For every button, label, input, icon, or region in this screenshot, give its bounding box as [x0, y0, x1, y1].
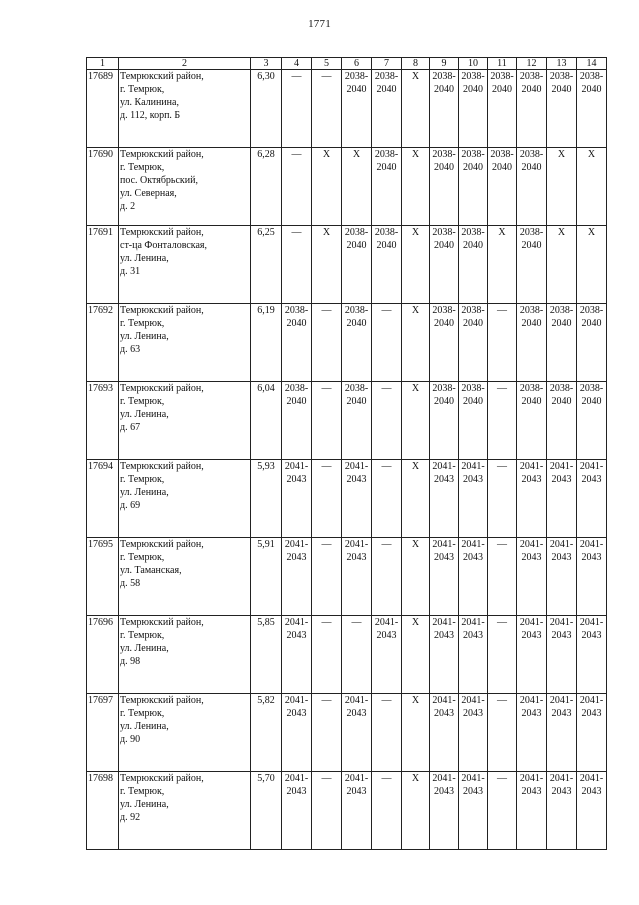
column-9-cell: 2038- 2040: [430, 382, 459, 460]
column-9-cell: 2038- 2040: [430, 226, 459, 304]
address-cell: Темрюкский район, г. Темрюк, пос. Октябрьский, ул. Северная, д. 2: [119, 148, 251, 226]
table-row: [87, 694, 607, 772]
column-7-cell: 2038- 2040: [372, 226, 402, 304]
column-5-cell: Х: [312, 226, 342, 304]
column-header: 6: [342, 58, 372, 70]
column-13-cell: 2038- 2040: [547, 304, 577, 382]
row-number-cell: 17689: [87, 70, 119, 148]
column-8-cell: Х: [402, 70, 430, 148]
table-row: [87, 70, 607, 148]
address-cell: Темрюкский район, ст-ца Фонталовская, ул. Ленина, д. 31: [119, 226, 251, 304]
column-10-cell: 2038- 2040: [459, 304, 488, 382]
address-cell: Темрюкский район, г. Темрюк, ул. Ленина, д. 98: [119, 616, 251, 694]
column-4-cell: 2038- 2040: [282, 382, 312, 460]
column-7-cell: —: [372, 694, 402, 772]
column-8-cell: Х: [402, 148, 430, 226]
column-10-cell: 2041- 2043: [459, 460, 488, 538]
column-14-cell: 2041- 2043: [577, 772, 607, 850]
column-10-cell: 2038- 2040: [459, 70, 488, 148]
column-header: 12: [517, 58, 547, 70]
table-body: [87, 70, 607, 850]
column-11-cell: 2038- 2040: [488, 148, 517, 226]
column-4-cell: 2041- 2043: [282, 616, 312, 694]
column-11-cell: Х: [488, 226, 517, 304]
column-7-cell: —: [372, 382, 402, 460]
column-5-cell: —: [312, 460, 342, 538]
column-7-cell: —: [372, 538, 402, 616]
column-5-cell: —: [312, 304, 342, 382]
column-4-cell: —: [282, 148, 312, 226]
row-number-cell: 17698: [87, 772, 119, 850]
column-9-cell: 2038- 2040: [430, 148, 459, 226]
table-row: [87, 616, 607, 694]
column-11-cell: —: [488, 538, 517, 616]
column-13-cell: 2041- 2043: [547, 538, 577, 616]
column-6-cell: 2038- 2040: [342, 304, 372, 382]
column-11-cell: —: [488, 382, 517, 460]
registry-table: [86, 57, 607, 850]
column-14-cell: 2041- 2043: [577, 538, 607, 616]
column-11-cell: —: [488, 694, 517, 772]
column-header: 7: [372, 58, 402, 70]
column-6-cell: 2038- 2040: [342, 382, 372, 460]
column-10-cell: 2041- 2043: [459, 772, 488, 850]
column-7-cell: 2038- 2040: [372, 70, 402, 148]
column-4-cell: 2041- 2043: [282, 694, 312, 772]
column-13-cell: 2041- 2043: [547, 616, 577, 694]
column-14-cell: Х: [577, 226, 607, 304]
column-9-cell: 2038- 2040: [430, 70, 459, 148]
table-row: [87, 460, 607, 538]
row-number-cell: 17696: [87, 616, 119, 694]
column-11-cell: —: [488, 772, 517, 850]
column-12-cell: 2038- 2040: [517, 304, 547, 382]
column-11-cell: 2038- 2040: [488, 70, 517, 148]
table-header: [87, 58, 607, 70]
area-cell: 5,93: [251, 460, 282, 538]
column-9-cell: 2041- 2043: [430, 694, 459, 772]
column-6-cell: Х: [342, 148, 372, 226]
table-row: [87, 772, 607, 850]
area-cell: 6,28: [251, 148, 282, 226]
table-row: [87, 538, 607, 616]
column-12-cell: 2038- 2040: [517, 148, 547, 226]
column-5-cell: Х: [312, 148, 342, 226]
column-5-cell: —: [312, 772, 342, 850]
header-row: [87, 58, 607, 70]
column-8-cell: Х: [402, 382, 430, 460]
column-14-cell: 2038- 2040: [577, 382, 607, 460]
column-12-cell: 2038- 2040: [517, 226, 547, 304]
row-number-cell: 17695: [87, 538, 119, 616]
column-14-cell: 2038- 2040: [577, 304, 607, 382]
address-cell: Темрюкский район, г. Темрюк, ул. Ленина, д. 67: [119, 382, 251, 460]
area-cell: 6,19: [251, 304, 282, 382]
column-12-cell: 2041- 2043: [517, 694, 547, 772]
row-number-cell: 17693: [87, 382, 119, 460]
column-4-cell: 2041- 2043: [282, 772, 312, 850]
column-header: 2: [119, 58, 251, 70]
column-header: 8: [402, 58, 430, 70]
column-6-cell: 2041- 2043: [342, 538, 372, 616]
address-cell: Темрюкский район, г. Темрюк, ул. Таманская, д. 58: [119, 538, 251, 616]
page-number: 1771: [308, 18, 331, 30]
column-8-cell: Х: [402, 772, 430, 850]
column-8-cell: Х: [402, 304, 430, 382]
column-13-cell: 2041- 2043: [547, 694, 577, 772]
table-row: [87, 382, 607, 460]
column-14-cell: 2041- 2043: [577, 616, 607, 694]
column-13-cell: 2038- 2040: [547, 382, 577, 460]
row-number-cell: 17691: [87, 226, 119, 304]
column-header: 13: [547, 58, 577, 70]
column-7-cell: —: [372, 772, 402, 850]
column-6-cell: 2041- 2043: [342, 772, 372, 850]
column-8-cell: Х: [402, 538, 430, 616]
column-6-cell: —: [342, 616, 372, 694]
column-11-cell: —: [488, 616, 517, 694]
column-14-cell: 2041- 2043: [577, 694, 607, 772]
column-11-cell: —: [488, 304, 517, 382]
column-4-cell: 2041- 2043: [282, 538, 312, 616]
column-header: 10: [459, 58, 488, 70]
area-cell: 6,30: [251, 70, 282, 148]
row-number-cell: 17697: [87, 694, 119, 772]
column-7-cell: 2041- 2043: [372, 616, 402, 694]
row-number-cell: 17692: [87, 304, 119, 382]
column-7-cell: —: [372, 304, 402, 382]
column-13-cell: 2041- 2043: [547, 460, 577, 538]
column-12-cell: 2041- 2043: [517, 616, 547, 694]
column-6-cell: 2041- 2043: [342, 694, 372, 772]
column-5-cell: —: [312, 70, 342, 148]
area-cell: 6,04: [251, 382, 282, 460]
area-cell: 5,82: [251, 694, 282, 772]
column-12-cell: 2041- 2043: [517, 538, 547, 616]
column-10-cell: 2041- 2043: [459, 616, 488, 694]
column-14-cell: 2038- 2040: [577, 70, 607, 148]
area-cell: 5,70: [251, 772, 282, 850]
column-9-cell: 2038- 2040: [430, 304, 459, 382]
column-5-cell: —: [312, 382, 342, 460]
column-5-cell: —: [312, 538, 342, 616]
area-cell: 5,85: [251, 616, 282, 694]
table-row: [87, 226, 607, 304]
column-8-cell: Х: [402, 226, 430, 304]
column-11-cell: —: [488, 460, 517, 538]
address-cell: Темрюкский район, г. Темрюк, ул. Ленина, д. 69: [119, 460, 251, 538]
address-cell: Темрюкский район, г. Темрюк, ул. Ленина, д. 92: [119, 772, 251, 850]
column-8-cell: Х: [402, 460, 430, 538]
column-header: 9: [430, 58, 459, 70]
column-10-cell: 2041- 2043: [459, 694, 488, 772]
column-header: 1: [87, 58, 119, 70]
column-4-cell: —: [282, 70, 312, 148]
column-7-cell: —: [372, 460, 402, 538]
column-13-cell: Х: [547, 148, 577, 226]
address-cell: Темрюкский район, г. Темрюк, ул. Ленина, д. 90: [119, 694, 251, 772]
column-10-cell: 2038- 2040: [459, 148, 488, 226]
column-6-cell: 2038- 2040: [342, 70, 372, 148]
column-8-cell: Х: [402, 616, 430, 694]
column-12-cell: 2041- 2043: [517, 460, 547, 538]
area-cell: 5,91: [251, 538, 282, 616]
column-7-cell: 2038- 2040: [372, 148, 402, 226]
address-cell: Темрюкский район, г. Темрюк, ул. Ленина, д. 63: [119, 304, 251, 382]
column-9-cell: 2041- 2043: [430, 772, 459, 850]
table-row: [87, 304, 607, 382]
column-9-cell: 2041- 2043: [430, 538, 459, 616]
column-13-cell: Х: [547, 226, 577, 304]
column-9-cell: 2041- 2043: [430, 460, 459, 538]
row-number-cell: 17694: [87, 460, 119, 538]
column-10-cell: 2038- 2040: [459, 382, 488, 460]
column-header: 5: [312, 58, 342, 70]
column-header: 3: [251, 58, 282, 70]
area-cell: 6,25: [251, 226, 282, 304]
address-cell: Темрюкский район, г. Темрюк, ул. Калинина, д. 112, корп. Б: [119, 70, 251, 148]
column-13-cell: 2038- 2040: [547, 70, 577, 148]
column-4-cell: 2041- 2043: [282, 460, 312, 538]
column-8-cell: Х: [402, 694, 430, 772]
column-4-cell: —: [282, 226, 312, 304]
column-12-cell: 2038- 2040: [517, 70, 547, 148]
column-14-cell: 2041- 2043: [577, 460, 607, 538]
column-13-cell: 2041- 2043: [547, 772, 577, 850]
column-12-cell: 2038- 2040: [517, 382, 547, 460]
column-10-cell: 2038- 2040: [459, 226, 488, 304]
column-header: 11: [488, 58, 517, 70]
column-6-cell: 2038- 2040: [342, 226, 372, 304]
column-6-cell: 2041- 2043: [342, 460, 372, 538]
column-14-cell: Х: [577, 148, 607, 226]
column-4-cell: 2038- 2040: [282, 304, 312, 382]
column-5-cell: —: [312, 694, 342, 772]
row-number-cell: 17690: [87, 148, 119, 226]
table-row: [87, 148, 607, 226]
column-header: 4: [282, 58, 312, 70]
column-9-cell: 2041- 2043: [430, 616, 459, 694]
column-12-cell: 2041- 2043: [517, 772, 547, 850]
column-5-cell: —: [312, 616, 342, 694]
column-10-cell: 2041- 2043: [459, 538, 488, 616]
column-header: 14: [577, 58, 607, 70]
